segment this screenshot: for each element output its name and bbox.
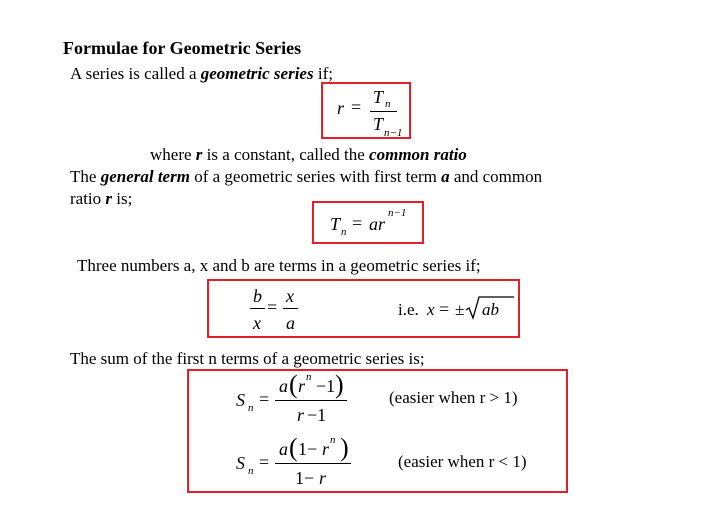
ratio-var: r [105,189,113,208]
intro-term: geometric series [200,64,314,83]
gt-prefix: The [70,167,101,186]
intro-suffix: if; [313,64,333,83]
intro-prefix: A series is called a [70,64,201,83]
note-r-greater: (easier when r > 1) [389,388,518,407]
general-term-line2 [70,189,132,209]
where-middle: is a constant, called the [202,145,370,164]
page-title: Formulae for Geometric Series [63,38,302,58]
ratio-suffix: is; [112,189,133,208]
where-term: common ratio [369,145,467,164]
gt-suffix: and common [449,167,543,186]
three-numbers-text [77,256,481,276]
gt-middle: of a geometric series with first term [189,167,442,186]
ie-label: i.e. [398,300,419,319]
sum-text [70,349,425,369]
general-term-line1 [70,167,542,187]
note-r-less: (easier when r < 1) [398,452,527,471]
sum-label: The sum of the first n terms of a geometric series is; [70,349,425,368]
three-numbers-label: Three numbers a, x and b are terms in a geometric series if; [77,256,481,275]
three-numbers-formula-box: b x = x a i.e. x = ± ab [207,279,520,338]
general-term-formula-box: T n = ar n−1 [312,201,424,244]
sum-formula-box: S n = a ( r n −1 ) r −1 (easier when r > 1) S n = a ( 1− r n ) 1− r (easier when r < 1) [187,369,568,493]
gt-term: general term [100,167,190,186]
ratio-formula-box: r = T n T n−1 [321,82,411,139]
common-ratio-note [150,145,467,165]
ie-x: x [427,300,435,319]
gt-var: a [441,167,450,186]
sqrt-ab: ab [482,300,499,319]
geometric-series-definition [70,64,333,84]
plus-minus: ± [455,300,465,319]
where-var: r [195,145,203,164]
where-prefix: where [150,145,196,164]
ratio-prefix: ratio [70,189,106,208]
